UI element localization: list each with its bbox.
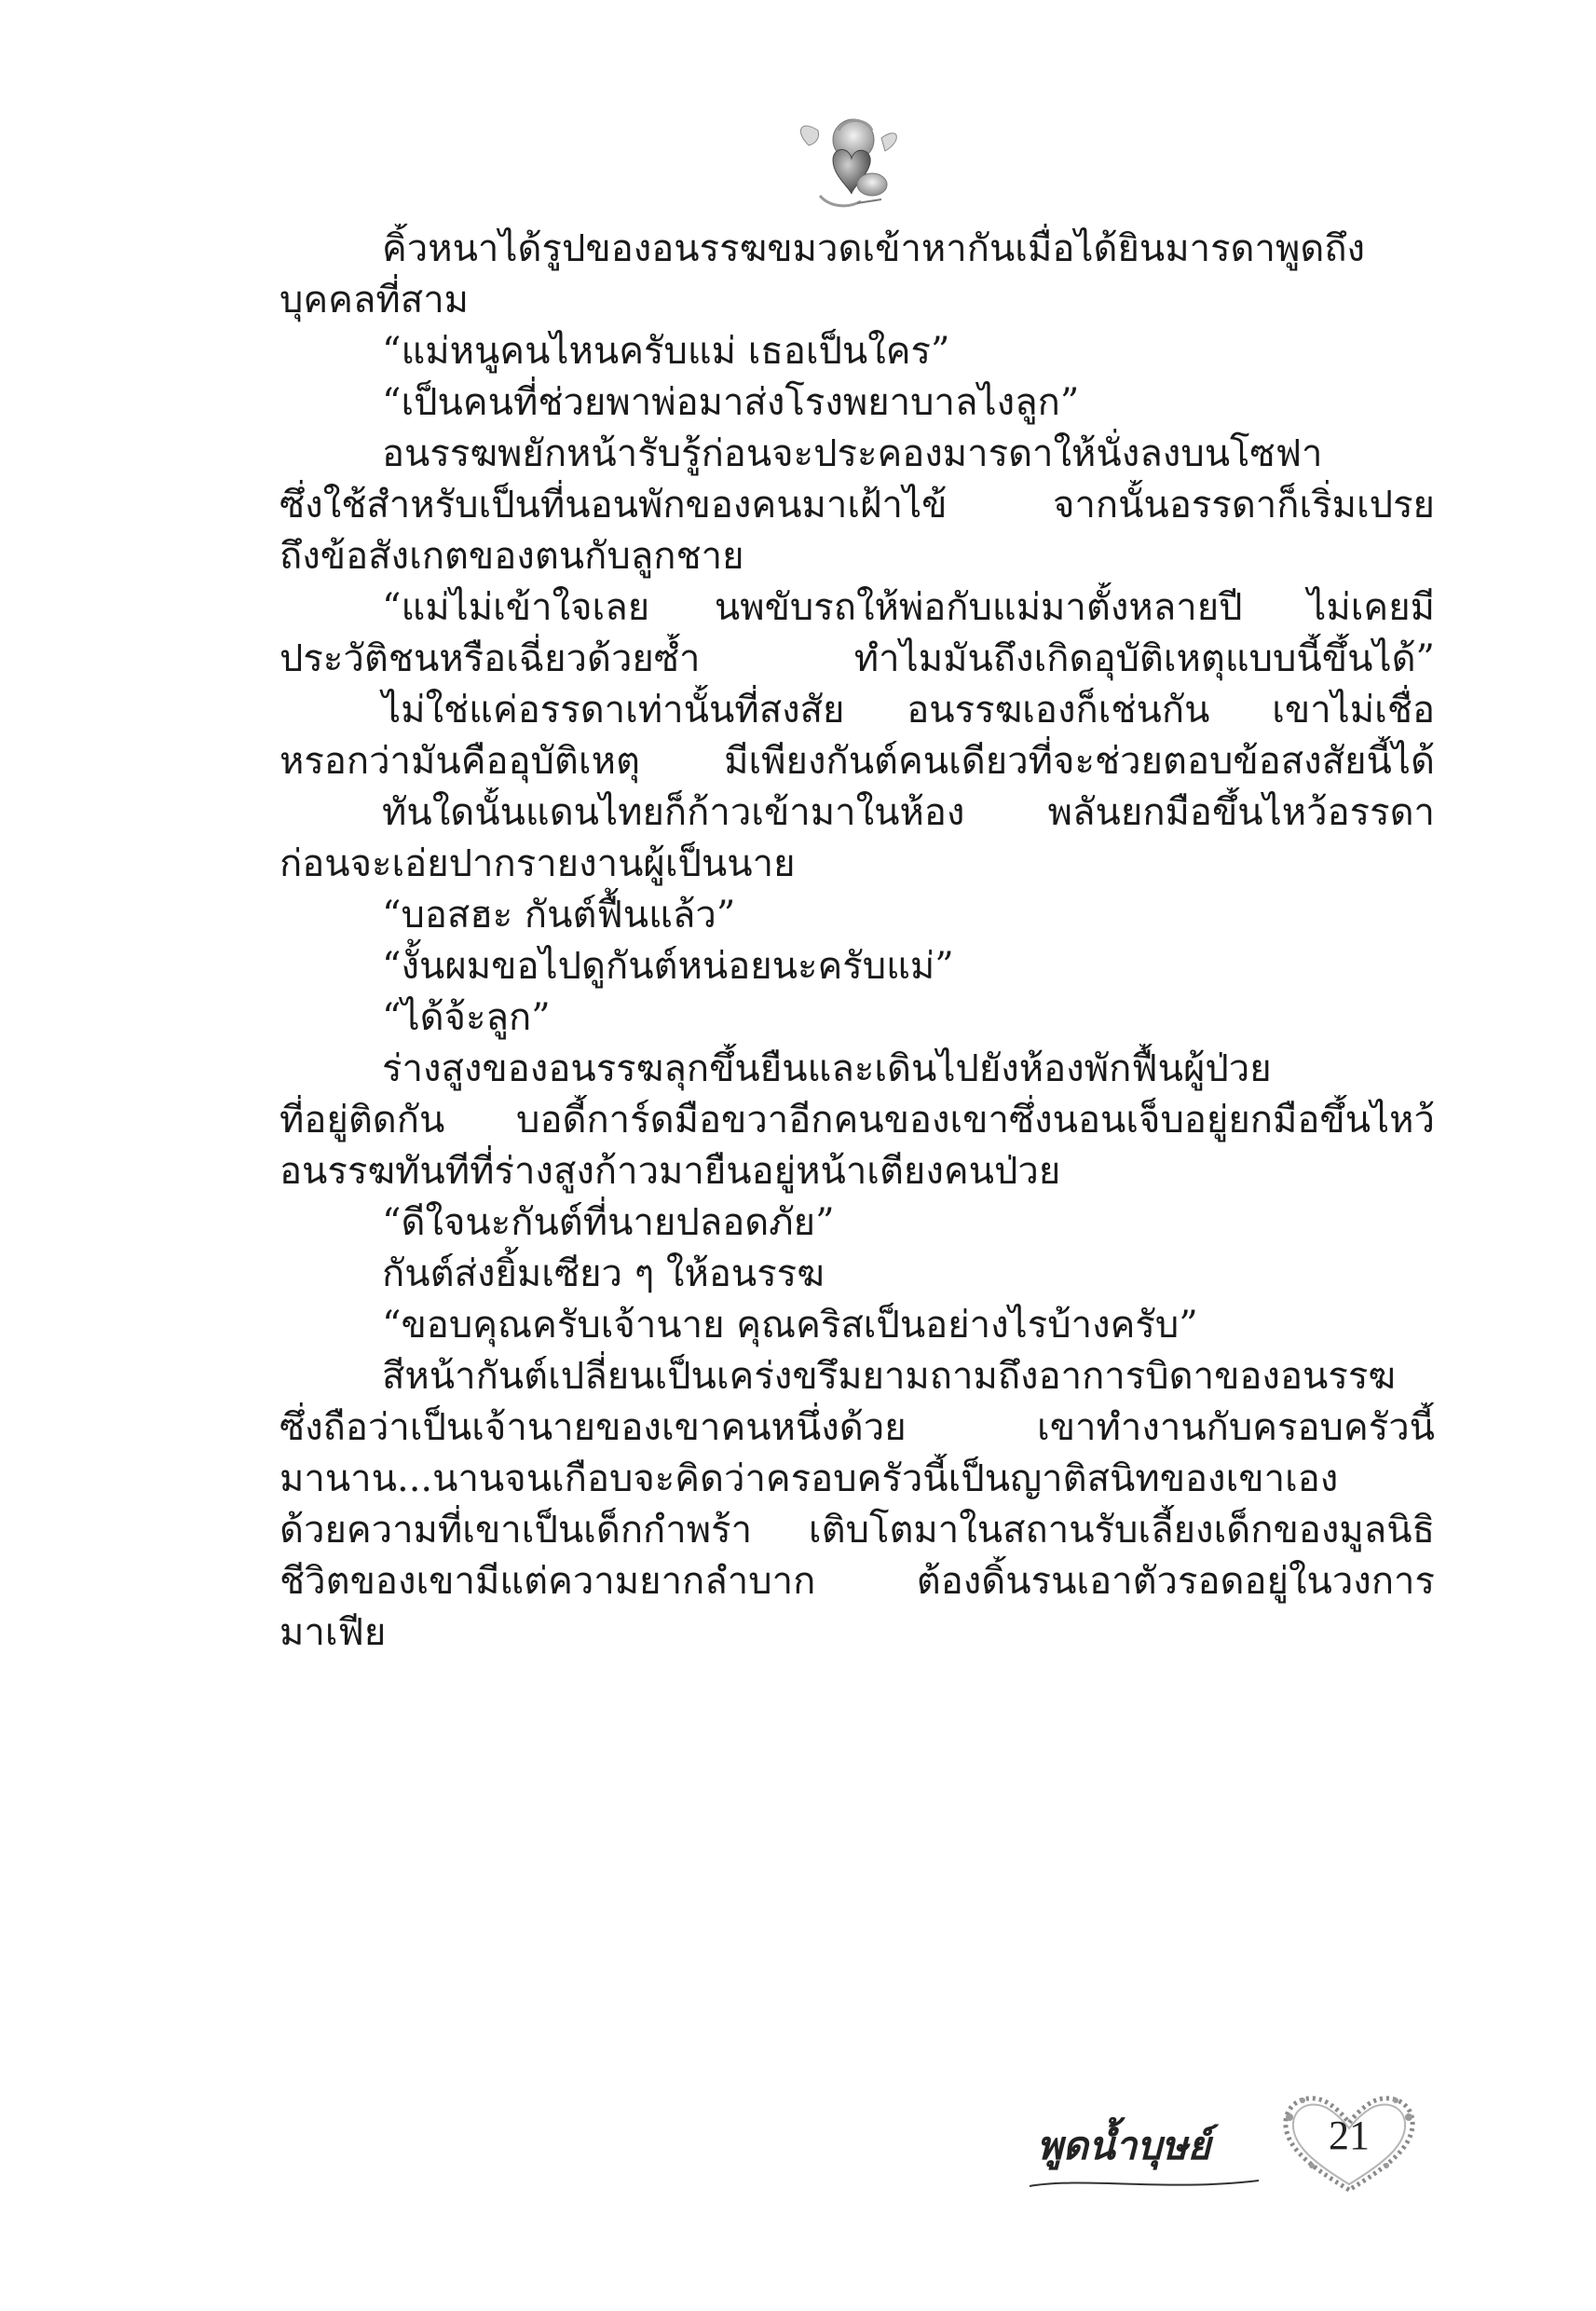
text-line: มาเฟีย — [280, 1611, 387, 1654]
text-line: สีหน้ากันต์เปลี่ยนเป็นเคร่งขรึมยามถามถึงอาการบิดาของอนรรฆ — [382, 1355, 1396, 1398]
text-line: “เป็นคนที่ช่วยพาพ่อมาส่งโรงพยาบาลไงลูก” — [382, 381, 1080, 424]
text-line: “งั้นผมขอไปดูกันต์หน่อยนะครับแม่” — [382, 945, 954, 988]
book-title: พูดน้ำบุษย์ — [1037, 2123, 1211, 2168]
text-line: บุคคลที่สาม — [280, 279, 470, 321]
cherub-with-heart-icon — [792, 110, 904, 212]
text-line: ด้วยความที่เขาเป็นเด็กกำพร้า เติบโตมาในสถานรับเลี้ยงเด็กของมูลนิธิ — [280, 1509, 1435, 1552]
text-line: “แม่หนูคนไหนครับแม่ เธอเป็นใคร” — [382, 330, 950, 373]
text-line: อนรรฆทันทีที่ร่างสูงก้าวมายืนอยู่หน้าเตียงคนป่วย — [280, 1150, 1061, 1193]
text-line: หรอกว่ามันคืออุบัติเหตุ มีเพียงกันต์คนเดียวที่จะช่วยตอบข้อสงสัยนี้ได้ — [280, 740, 1435, 783]
body-text — [280, 224, 1435, 1659]
page-number: 21 — [1329, 2113, 1370, 2158]
text-line: อนรรฆพยักหน้ารับรู้ก่อนจะประคองมารดาให้นั่งลงบนโซฟา — [382, 432, 1323, 475]
text-line: มานาน...นานจนเกือบจะคิดว่าครอบครัวนี้เป็นญาติสนิทของเขาเอง — [280, 1457, 1339, 1500]
text-line: ชีวิตของเขามีแต่ความยากลำบาก ต้องดิ้นรนเอาตัวรอดอยู่ในวงการ — [280, 1560, 1435, 1603]
text-line: ประวัติชนหรือเฉี่ยวด้วยซ้ำ ทำไมมันถึงเกิดอุบัติเหตุแบบนี้ขึ้นได้” — [280, 637, 1435, 680]
text-line: ซึ่งถือว่าเป็นเจ้านายของเขาคนหนึ่งด้วย เขาทำงานกับครอบครัวนี้ — [280, 1406, 1435, 1449]
page-footer — [1037, 2087, 1428, 2199]
text-line: คิ้วหนาได้รูปของอนรรฆขมวดเข้าหากันเมื่อได้ยินมารดาพูดถึง — [382, 227, 1366, 270]
text-line: “ขอบคุณครับเจ้านาย คุณคริสเป็นอย่างไรบ้างครับ” — [382, 1304, 1198, 1347]
text-line: ทันใดนั้นแดนไทยก็ก้าวเข้ามาในห้อง พลันยกมือขึ้นไหว้อรรดา — [382, 791, 1435, 834]
text-line: “ได้จ้ะลูก” — [382, 996, 551, 1039]
text-line: ไม่ใช่แค่อรรดาเท่านั้นที่สงสัย อนรรฆเองก็เช่นกัน เขาไม่เชื่อ — [382, 689, 1435, 732]
text-line: “แม่ไม่เข้าใจเลย นพขับรถให้พ่อกับแม่มาตั้งหลายปี ไม่เคยมี — [382, 586, 1435, 629]
title-swash-decoration — [1028, 2173, 1261, 2192]
text-line: “ดีใจนะกันต์ที่นายปลอดภัย” — [382, 1201, 835, 1244]
text-line: ก่อนจะเอ่ยปากรายงานผู้เป็นนาย — [280, 842, 796, 885]
text-line: ซึ่งใช้สำหรับเป็นที่นอนพักของคนมาเฝ้าไข้ จากนั้นอรรดาก็เริ่มเปรย — [280, 484, 1435, 526]
text-line: กันต์ส่งยิ้มเซียว ๆ ให้อนรรฆ — [382, 1252, 825, 1295]
text-line: ที่อยู่ติดกัน บอดี้การ์ดมือขวาอีกคนของเขาซึ่งนอนเจ็บอยู่ยกมือขึ้นไหว้ — [280, 1099, 1435, 1142]
text-line: “บอสฮะ กันต์ฟื้นแล้ว” — [382, 894, 736, 937]
text-line: ถึงข้อสังเกตของตนกับลูกชาย — [280, 535, 744, 578]
text-line: ร่างสูงของอนรรฆลุกขึ้นยืนและเดินไปยังห้องพักฟื้นผู้ป่วย — [382, 1047, 1272, 1090]
